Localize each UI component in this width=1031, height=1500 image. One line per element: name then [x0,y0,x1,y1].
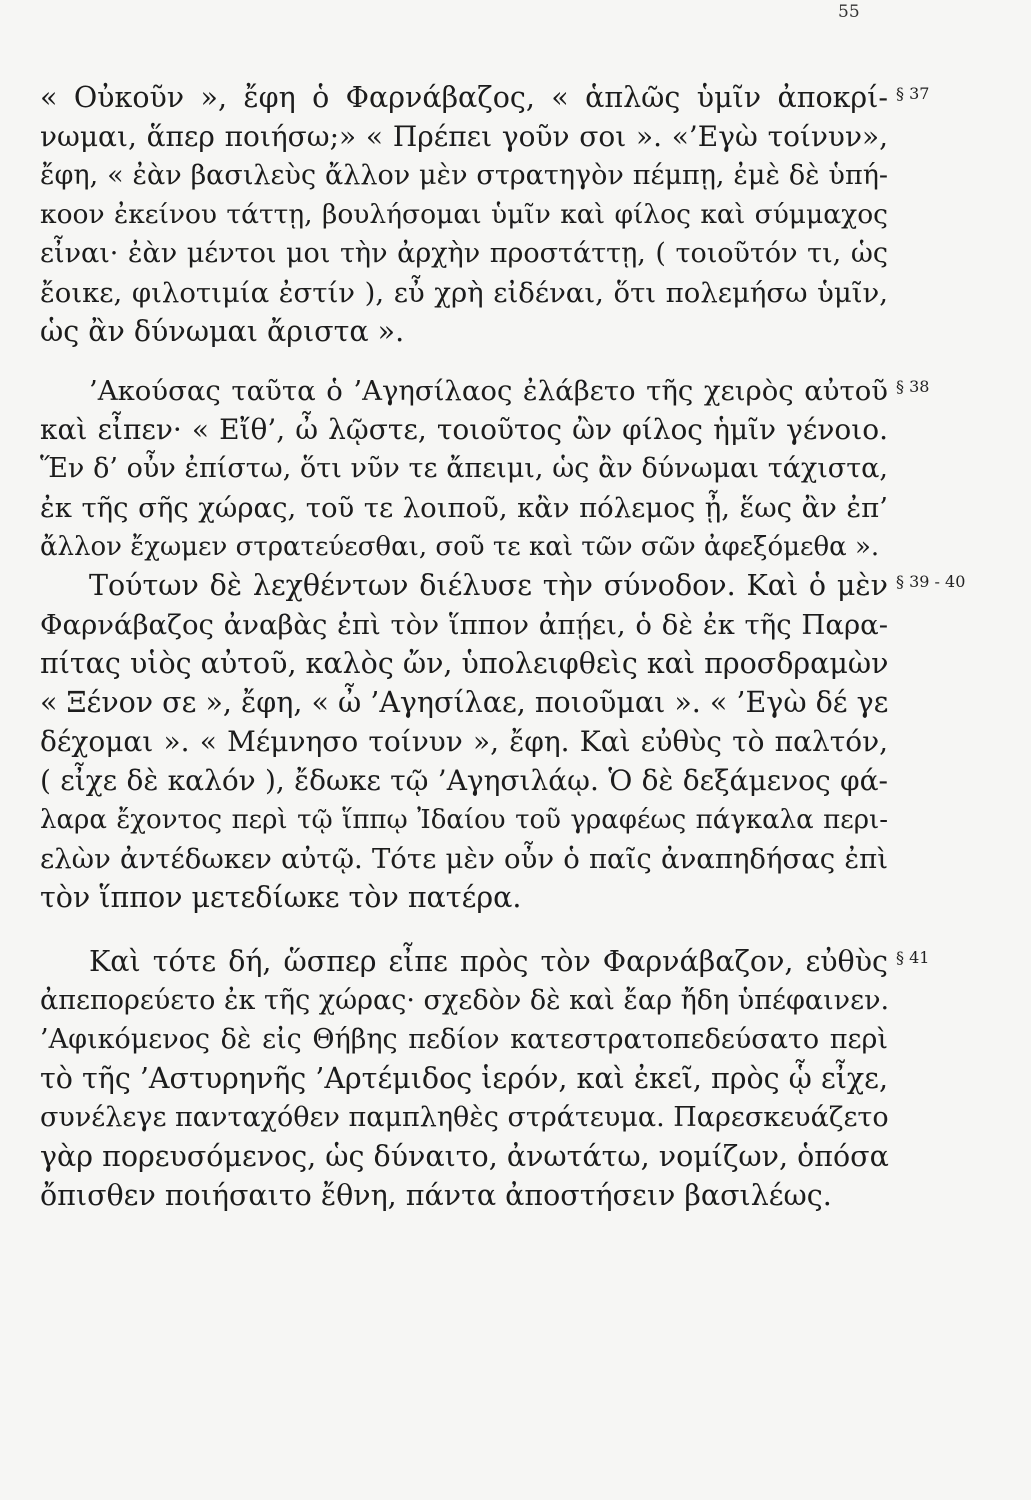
text-line: καὶ εἶπεν· « Εἴθ’, ὦ λῷστε, τοιοῦτος ὢν φίλος ἡμῖν γένοιο. [40,413,888,446]
text-line: κοον ἐκείνου τάττῃ, βουλήσομαι ὑμῖν καὶ φίλος καὶ σύμμαχος [40,199,888,230]
text-line: ἀπεπορεύετο ἐκ τῆς χώρας· σχεδὸν δὲ καὶ ἔαρ ἤδη ὑπέφαινεν. [40,985,890,1016]
text-line: εἶναι· ἐὰν μέντοι μοι τὴν ἀρχὴν προστάττῃ, ( τοιοῦτόν τι, ὡς [40,238,888,269]
text-line: Φαρνάβαζος ἀναβὰς ἐπὶ τὸν ἵππον ἀπῄει, ὁ δὲ ἐκ τῆς Παρα- [40,609,888,641]
text-line: Καὶ τότε δή, ὥσπερ εἶπε πρὸς τὸν Φαρνάβαζον, εὐθὺς [89,945,888,978]
page-number: 55 [838,2,860,22]
text-line: λαρα ἔχοντος περὶ τῷ ἵππῳ Ἰδαίου τοῦ γραφέως πάγκαλα περι- [40,805,888,835]
text-line: ἔοικε, φιλοτιμία ἐστίν ), εὖ χρὴ εἰδέναι, ὅτι πολεμήσω ὑμῖν, [40,277,888,309]
text-line: τὸν ἵππον μετεδίωκε τὸν πατέρα. [40,881,522,914]
text-line: ( εἶχε δὲ καλόν ), ἔδωκε τῷ ’Αγησιλάῳ. Ὁ δὲ δεξάμενος φά- [40,764,888,797]
text-line: ἔφη, « ἐὰν βασιλεὺς ἄλλον μὲν στρατηγὸν πέμπῃ, ἐμὲ δὲ ὑπή- [40,160,888,191]
section-marker: § 38 [896,377,930,396]
section-marker: § 41 [896,948,930,967]
text-line: Ἕν δ’ οὖν ἐπίστω, ὅτι νῦν τε ἄπειμι, ὡς ἂν δύνωμαι τάχιστα, [40,453,888,484]
text-line: « Οὐκοῦν », ἔφη ὁ Φαρνάβαζος, « ἁπλῶς ὑμῖν ἀποκρί- [40,81,888,114]
text-line: ’Ακούσας ταῦτα ὁ ’Αγησίλαος ἐλάβετο τῆς χειρὸς αὐτοῦ [89,375,888,407]
text-line: ’Αφικόμενος δὲ εἰς Θήβης πεδίον κατεστρατοπεδεύσατο περὶ [40,1024,888,1055]
text-line: Τούτων δὲ λεχθέντων διέλυσε τὴν σύνοδον. Καὶ ὁ μὲν [89,569,888,602]
text-line: ὄπισθεν ποιήσαιτο ἔθνη, πάντα ἀποστήσειν βασιλέως. [40,1179,832,1212]
text-line: ελὼν ἀντέδωκεν αὐτῷ. Τότε μὲν οὖν ὁ παῖς ἀναπηδήσας ἐπὶ [40,843,888,875]
text-line: ἐκ τῆς σῆς χώρας, τοῦ τε λοιποῦ, κἂν πόλεμος ᾖ, ἕως ἂν ἐπ’ [40,492,888,524]
text-line: γὰρ πορευσόμενος, ὡς δύναιτο, ἀνωτάτω, νομίζων, ὁπόσα [40,1140,889,1173]
text-line: τὸ τῆς ’Αστυρηνῆς ’Αρτέμιδος ἱερόν, καὶ ἐκεῖ, πρὸς ᾧ εἶχε, [40,1062,889,1095]
text-line: ἄλλον ἔχωμεν στρατεύεσθαι, σοῦ τε καὶ τῶν σῶν ἀφεξόμεθα ». [40,532,880,562]
text-line: πίτας υἱὸς αὐτοῦ, καλὸς ὤν, ὑπολειφθεὶς καὶ προσδραμὼν [40,647,889,680]
text-line: ὡς ἂν δύνωμαι ἄριστα ». [40,315,405,348]
section-marker: § 37 [896,84,930,103]
text-line: νωμαι, ἅπερ ποιήσω;» « Πρέπει γοῦν σοι ». «’Εγὼ τοίνυν», [40,120,888,153]
text-line: δέχομαι ». « Μέμνησο τοίνυν », ἔφη. Καὶ εὐθὺς τὸ παλτόν, [40,725,888,758]
text-line: συνέλεγε πανταχόθεν παμπληθὲς στράτευμα. Παρεσκευάζετο [40,1102,889,1133]
text-line: « Ξένον σε », ἔφη, « ὦ ’Αγησίλαε, ποιοῦμαι ». « ’Εγὼ δέ γε [40,686,889,719]
section-marker: § 39 - 40 [896,572,966,591]
